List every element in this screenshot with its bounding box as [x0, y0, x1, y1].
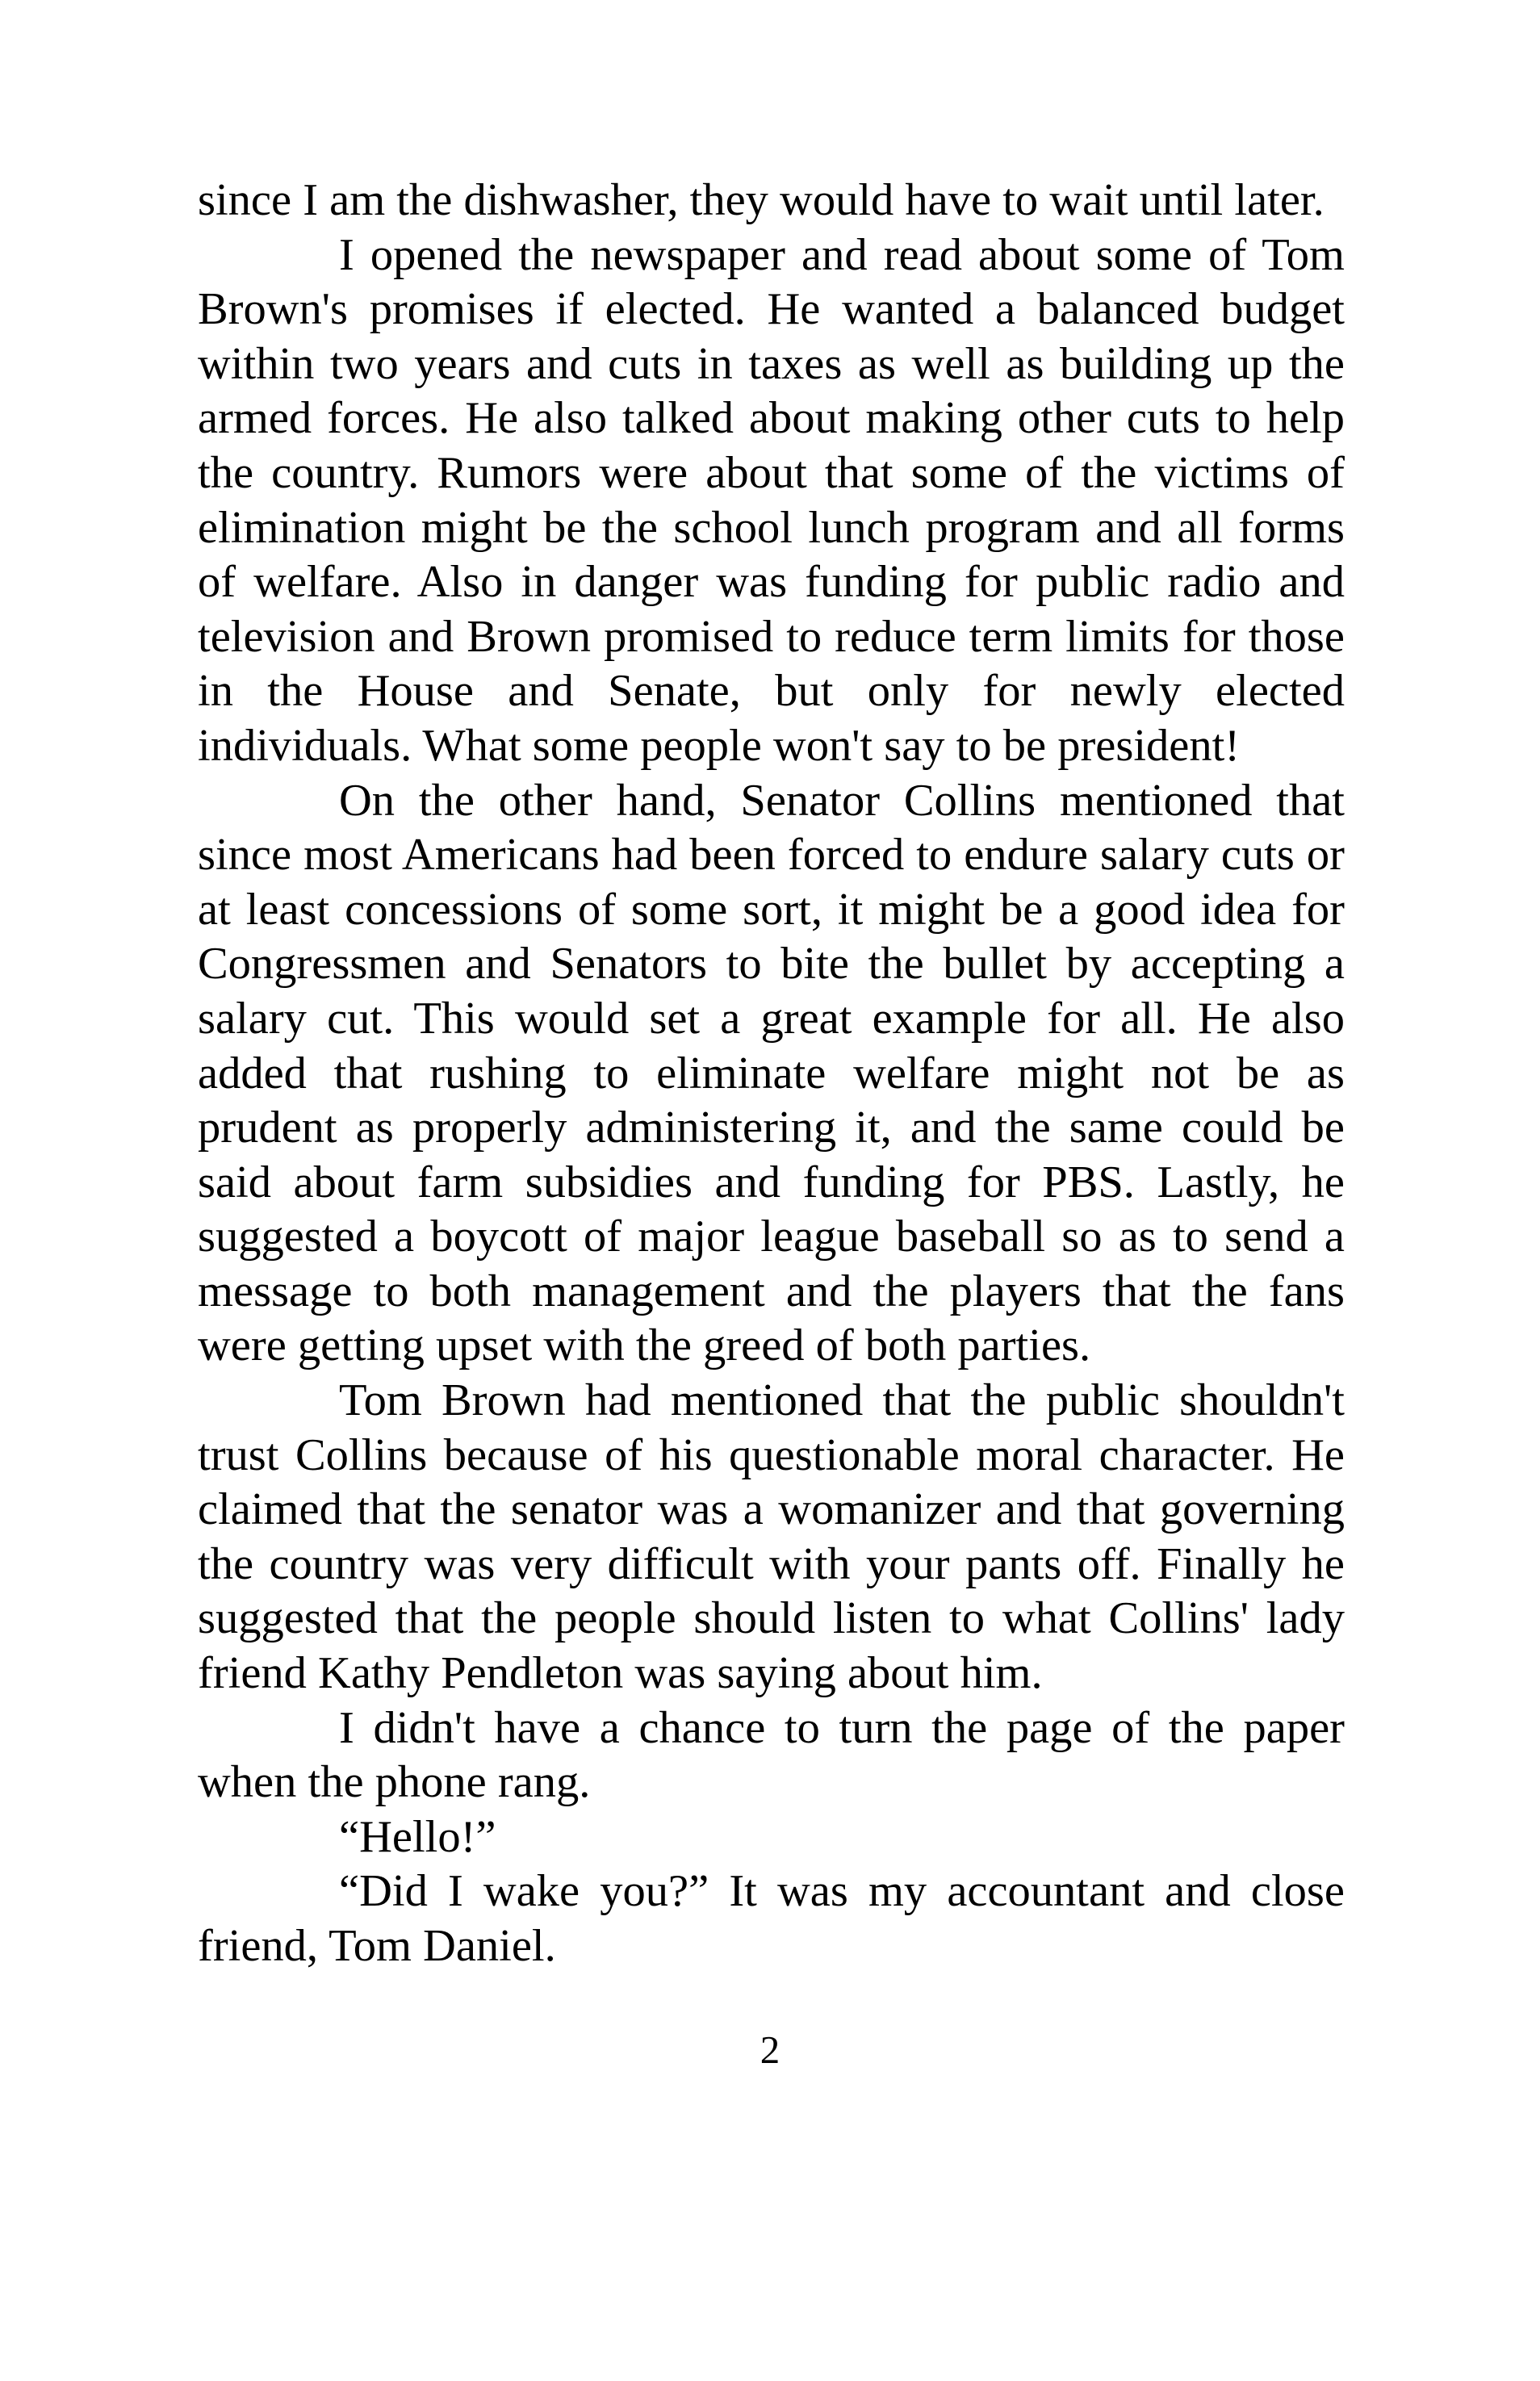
paragraph-collins-response: On the other hand, Senator Collins mentioned that since most Americans had been forced to endure salary cuts or at least concessions of some sort, it might be a good idea for Congressmen and Senators to bite the bullet by accepting a salary cut. This would set a great example for all. He also added that rushing to eliminate welfare might not be as prudent as properly administering it, and the same could be said about farm subsidies and funding for PBS. Lastly, he suggested a boycott of major league baseball so as to send a message to both management and the players that the fans were getting upset with the greed of both parties.: [198, 775, 1345, 1371]
paragraph-phone-rang: I didn't have a chance to turn the page of the paper when the phone rang.: [198, 1702, 1345, 1808]
dialogue-did-i-wake-you: “Did I wake you?” It was my accountant and close friend, Tom Daniel.: [198, 1866, 1345, 1971]
page-number: 2: [760, 2027, 780, 2072]
paragraph-brown-promises: I opened the newspaper and read about some of Tom Brown's promises if elected. He wanted a balanced budget within two years and cuts in taxes as well as building up the armed forces. He also talked about making other cuts to help the country. Rumors were about that some of the victims of elimination might be the school lunch program and all forms of welfare. Also in danger was funding for public radio and television and Brown promised to reduce term limits for those in the House and Senate, but only for newly elected individuals. What some people won't say to be president!: [198, 229, 1345, 771]
paragraph-continuation: since I am the dishwasher, they would have to wait until later.: [198, 175, 1324, 225]
dialogue-hello: “Hello!”: [339, 1811, 496, 1862]
paragraph-brown-accusation: Tom Brown had mentioned that the public shouldn't trust Collins because of his questionable moral character. He claimed that the senator was a womanizer and that governing the country was very difficult with your pants off. Finally he suggested that the people should listen to what Collins' lady friend Kathy Pendleton was saying about him.: [198, 1375, 1345, 1699]
body-text: [198, 174, 1345, 1974]
